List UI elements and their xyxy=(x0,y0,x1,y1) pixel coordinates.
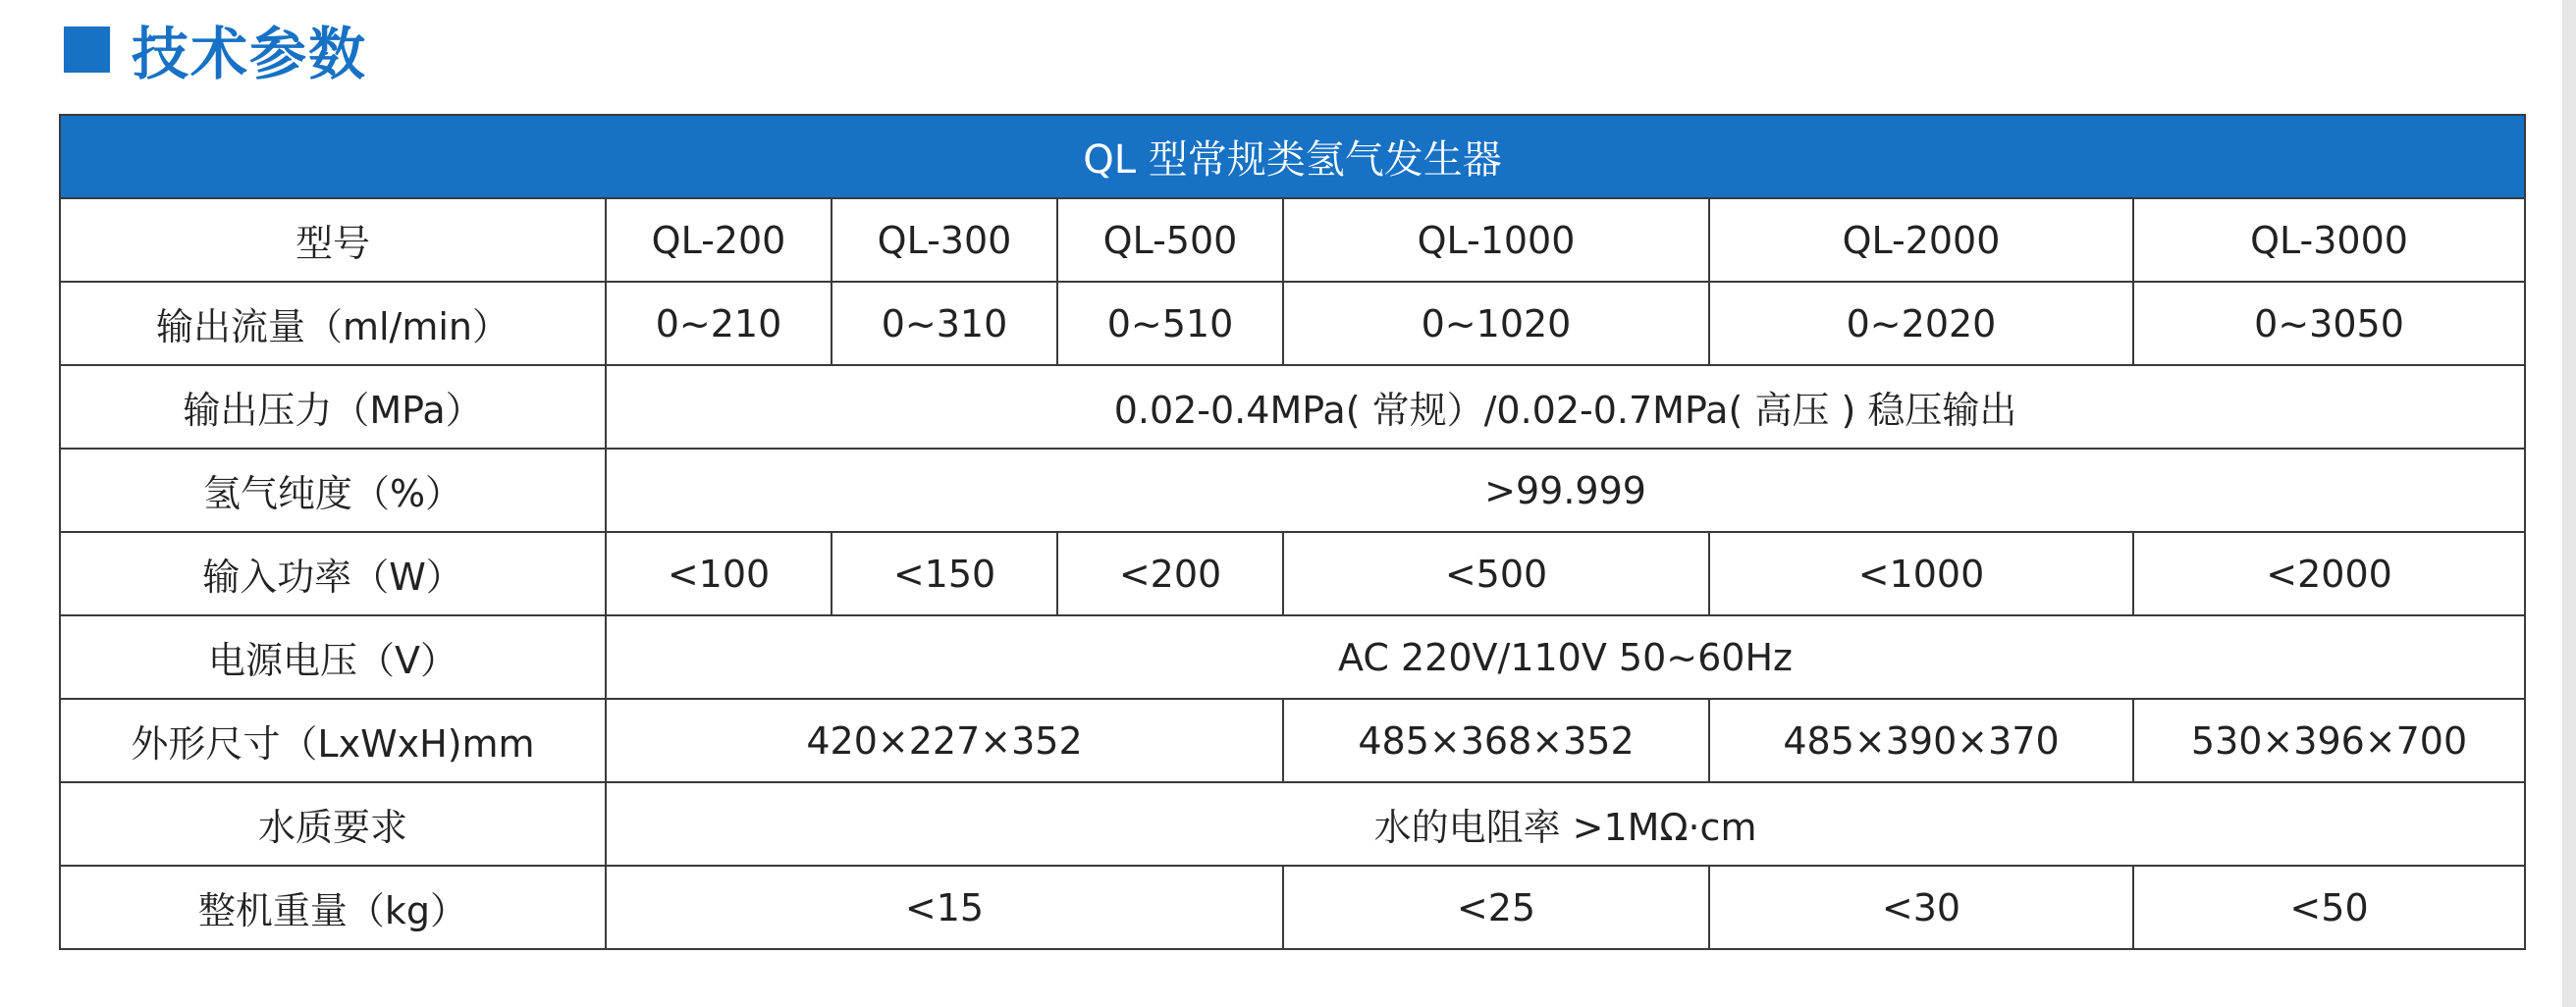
table-cell: <2000 xyxy=(2133,532,2525,615)
table-cell: <30 xyxy=(1709,866,2133,949)
table-cell: <150 xyxy=(832,532,1057,615)
row-label: 整机重量（kg） xyxy=(60,866,606,949)
table-cell: QL-3000 xyxy=(2133,198,2525,282)
table-cell: 0~310 xyxy=(832,282,1057,365)
row-label: 电源电压（V） xyxy=(60,615,606,699)
table-row xyxy=(60,449,2525,532)
page-edge xyxy=(2562,0,2576,1007)
table-cell: QL-200 xyxy=(606,198,832,282)
table-cell: 0~3050 xyxy=(2133,282,2525,365)
table-cell: QL-2000 xyxy=(1709,198,2133,282)
table-cell: 530×396×700 xyxy=(2133,699,2525,782)
row-label: 输出流量（ml/min） xyxy=(60,282,606,365)
table-cell: >99.999 xyxy=(606,449,2525,532)
row-label: 水质要求 xyxy=(60,782,606,866)
table-cell: <50 xyxy=(2133,866,2525,949)
section-heading xyxy=(64,10,367,88)
table-row xyxy=(60,532,2525,615)
table-cell: <100 xyxy=(606,532,832,615)
row-label: 输入功率（W） xyxy=(60,532,606,615)
table-cell: <1000 xyxy=(1709,532,2133,615)
row-label: 输出压力（MPa） xyxy=(60,365,606,449)
table-cell: 0.02-0.4MPa( 常规）/0.02-0.7MPa( 高压 ) 稳压输出 xyxy=(606,365,2525,449)
table-cell: 0~210 xyxy=(606,282,832,365)
table-row xyxy=(60,615,2525,699)
table-cell: AC 220V/110V 50~60Hz xyxy=(606,615,2525,699)
table-cell: QL-500 xyxy=(1057,198,1283,282)
table-cell: 0~1020 xyxy=(1283,282,1709,365)
table-row xyxy=(60,699,2525,782)
table-row xyxy=(60,782,2525,866)
table-cell: 水的电阻率 >1MΩ·cm xyxy=(606,782,2525,866)
table-cell: 0~2020 xyxy=(1709,282,2133,365)
table-cell: QL-300 xyxy=(832,198,1057,282)
row-label: 氢气纯度（%） xyxy=(60,449,606,532)
table-title: QL 型常规类氢气发生器 xyxy=(60,115,2525,198)
row-label: 型号 xyxy=(60,198,606,282)
table-row xyxy=(60,198,2525,282)
table-cell: 485×390×370 xyxy=(1709,699,2133,782)
table-cell: QL-1000 xyxy=(1283,198,1709,282)
table-row xyxy=(60,866,2525,949)
table-cell: <500 xyxy=(1283,532,1709,615)
table-cell: 0~510 xyxy=(1057,282,1283,365)
row-label: 外形尺寸（LxWxH)mm xyxy=(60,699,606,782)
section-title: 技术参数 xyxy=(132,21,368,87)
spec-table xyxy=(59,114,2526,950)
table-cell: 420×227×352 xyxy=(606,699,1283,782)
table-row xyxy=(60,365,2525,449)
table-row xyxy=(60,282,2525,365)
table-cell: 485×368×352 xyxy=(1283,699,1709,782)
heading-square-icon xyxy=(64,26,110,73)
table-cell: <15 xyxy=(606,866,1283,949)
table-cell: <25 xyxy=(1283,866,1709,949)
table-cell: <200 xyxy=(1057,532,1283,615)
table-title-row xyxy=(60,115,2525,198)
